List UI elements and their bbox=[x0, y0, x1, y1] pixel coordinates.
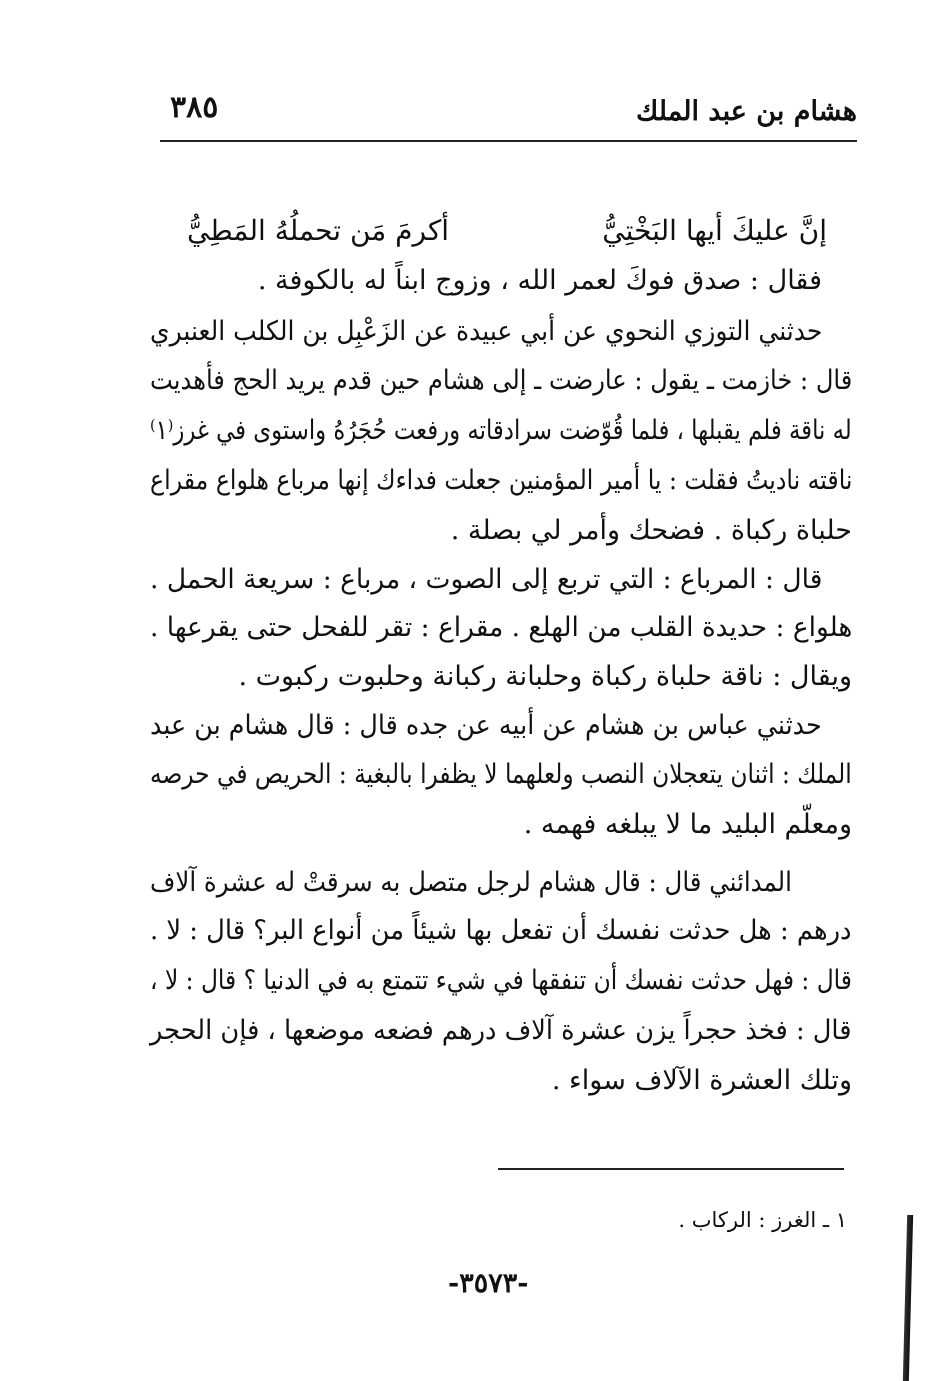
text-line: المدائني قال : قال هشام لرجل متصل به سرقتْ له عشرة آلاف bbox=[150, 867, 792, 898]
text-line: ويقال : ناقة حلباة ركباة وحلبانة ركبانة وحلبوت ركبوت . bbox=[238, 661, 852, 692]
scan-edge-mark bbox=[903, 1215, 913, 1381]
text-line: قال : خازمت ـ يقول : عارضت ـ إلى هشام حين قدم يريد الحج فأهديت bbox=[149, 365, 852, 396]
header-rule bbox=[160, 140, 857, 142]
text-line: الملك : اثنان يتعجلان النصب ولعلهما لا يظفرا بالبغية : الحريص في حرصه bbox=[150, 759, 852, 790]
footnote: ١ ـ الغرز : الركاب . bbox=[678, 1208, 847, 1232]
footnote-rule bbox=[498, 1168, 844, 1170]
poetry-verse bbox=[187, 214, 827, 247]
text-line: حلباة ركباة . فضحك وأمر لي بصلة . bbox=[450, 515, 852, 546]
text-line: ومعلّم البليد ما لا يبلغه فهمه . bbox=[523, 809, 852, 840]
text-line: قال : فهل حدثت نفسك أن تنفقها في شيء تتمتع به في الدنيا ؟ قال : لا ، bbox=[150, 965, 852, 996]
folio-number: -٣٥٧٣- bbox=[448, 1268, 529, 1299]
text-line: هلواع : حديدة القلب من الهلع . مقراع : تقر للفحل حتى يقرعها . bbox=[149, 612, 852, 643]
text-line: وتلك العشرة الآلاف سواء . bbox=[551, 1065, 852, 1096]
text-line: ناقته ناديتُ فقلت : يا أمير المؤمنين جعلت فداءك إنها مرباع هلواع مقراع bbox=[149, 465, 852, 496]
text-line: له ناقة فلم يقبلها ، فلما قُوّضت سرادقاته ورفعت حُجَرُهُ واستوى في غرز⁽١⁾ bbox=[150, 415, 852, 446]
verse-first-hemistich: إنَّ عليكَ أيها البَخْتِيُّ bbox=[602, 214, 827, 247]
running-title: هشام بن عبد الملك bbox=[636, 96, 857, 127]
verse-second-hemistich: أكرمَ مَن تحملُهُ المَطِيُّ bbox=[187, 214, 450, 247]
page-number: ٣٨٥ bbox=[170, 90, 219, 125]
text-line: فقال : صدق فوكَ لعمر الله ، وزوج ابناً له بالكوفة . bbox=[257, 265, 822, 296]
text-line: قال : المرباع : التي تربع إلى الصوت ، مرباع : سريعة الحمل . bbox=[149, 564, 822, 595]
text-line: قال : فخذ حجراً يزن عشرة آلاف درهم فضعه موضعها ، فإن الحجر bbox=[150, 1015, 852, 1046]
text-line: حدثني عباس بن هشام عن أبيه عن جده قال : قال هشام بن عبد bbox=[150, 710, 822, 741]
text-line: حدثني التوزي النحوي عن أبي عبيدة عن الزَعْبِل بن الكلب العنبري bbox=[149, 316, 822, 347]
text-line: درهم : هل حدثت نفسك أن تفعل بها شيئاً من أنواع البر؟ قال : لا . bbox=[150, 915, 852, 946]
